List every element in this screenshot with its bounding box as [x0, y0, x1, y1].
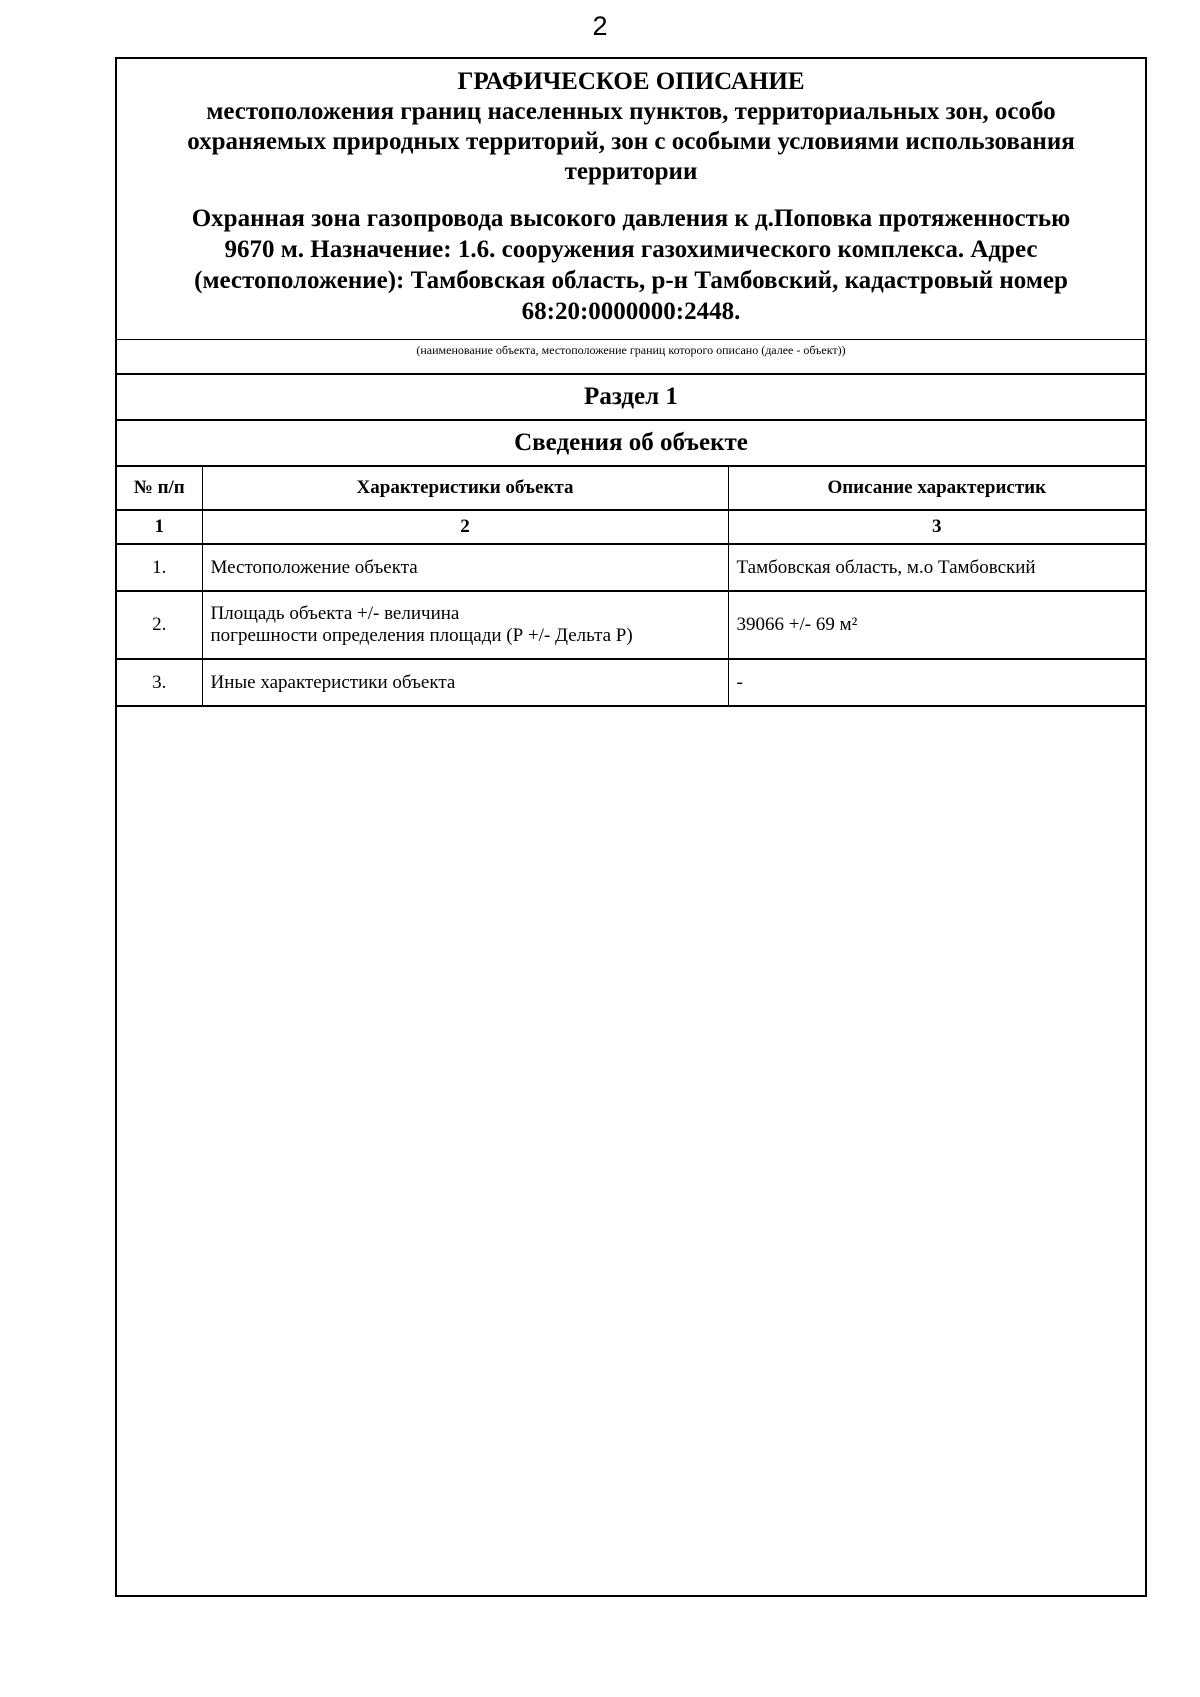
section-title: Раздел 1 [117, 373, 1145, 419]
object-name-line: (местоположение): Тамбовская область, р-н Тамбовский, кадастровый номер [194, 267, 1068, 294]
characteristic-line: Местоположение объекта [210, 556, 418, 578]
object-info-table [117, 465, 1145, 707]
object-name-line: Охранная зона газопровода высокого давления к д.Поповка протяженностью [191, 205, 1071, 232]
table-row [117, 591, 1145, 659]
document-subtitle [147, 97, 1115, 187]
row-number-cell: 1. [117, 544, 202, 591]
row-number-cell: 2. [117, 591, 202, 659]
header-cell-description: Описание характеристик [728, 466, 1145, 510]
object-name [147, 203, 1115, 327]
object-name-line: 9670 м. Назначение: 1.6. сооружения газохимического комплекса. Адрес [224, 236, 1038, 263]
document-header [117, 59, 1145, 339]
object-name-line: 68:20:0000000:2448. [521, 298, 741, 325]
subtitle-line: местоположения границ населенных пунктов, территориальных зон, особо [206, 98, 1056, 125]
document-frame [115, 57, 1147, 1597]
characteristic-cell [202, 591, 728, 659]
characteristic-line: погрешности определения площади (Р +/- Дельта Р) [210, 625, 633, 646]
column-number-cell: 3 [728, 510, 1145, 544]
characteristic-cell [202, 659, 728, 706]
column-number-cell: 1 [117, 510, 202, 544]
description-cell: 39066 +/- 69 м² [728, 591, 1145, 659]
column-number-row [117, 510, 1145, 544]
table-row [117, 544, 1145, 591]
table-header-row [117, 466, 1145, 510]
object-caption: (наименование объекта, местоположение границ которого описано (далее - объект)) [117, 339, 1145, 373]
header-cell-number: № п/п [117, 466, 202, 510]
subtitle-line: территории [564, 158, 698, 185]
characteristic-cell [202, 544, 728, 591]
document-title: ГРАФИЧЕСКОЕ ОПИСАНИЕ [457, 68, 805, 95]
table-row [117, 659, 1145, 706]
row-number-cell: 3. [117, 659, 202, 706]
section-subtitle: Сведения об объекте [117, 419, 1145, 465]
description-cell: - [728, 659, 1145, 706]
column-number-cell: 2 [202, 510, 728, 544]
characteristic-line: Площадь объекта +/- величина [210, 603, 460, 624]
characteristic-line: Иные характеристики объекта [210, 671, 456, 693]
page-number: 2 [592, 11, 608, 41]
header-cell-characteristic: Характеристики объекта [202, 466, 728, 510]
description-cell: Тамбовская область, м.о Тамбовский [728, 544, 1145, 591]
subtitle-line: охраняемых природных территорий, зон с особыми условиями использования [187, 128, 1075, 155]
